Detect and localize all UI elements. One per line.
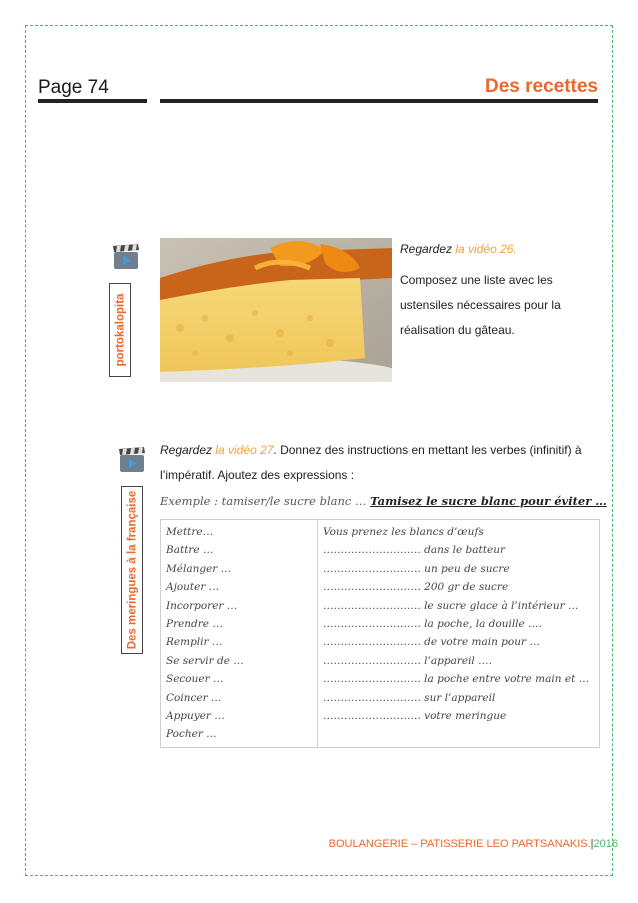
phrase-item: Vous prenez les blancs d’œufs: [323, 526, 484, 538]
verb-item: Remplir …: [166, 636, 223, 649]
side-label-meringues: Des meringues à la française: [121, 486, 143, 654]
task-line: ustensiles nécessaires pour la: [400, 298, 561, 312]
task-paragraph: [400, 268, 561, 343]
verb-item: Prendre …: [166, 617, 223, 630]
verb-item: Se servir de …: [166, 654, 244, 667]
regardez-label: Regardez: [400, 242, 456, 256]
regardez-label: Regardez: [160, 443, 216, 457]
example-prefix: Exemple : tamiser/le sucre blanc …: [160, 494, 371, 508]
verbs-column: [161, 520, 318, 748]
intro-line-1: [160, 438, 582, 463]
cake-photo: [160, 238, 392, 382]
example-answer: Tamisez le sucre blanc pour éviter …: [370, 494, 607, 508]
phrase-item: ………………………. le sucre glace à l’intérieur …: [323, 599, 579, 612]
header-rule-right: [160, 99, 598, 103]
verb-item: Battre …: [166, 544, 214, 557]
phrase-item: ………………………. un peu de sucre: [323, 562, 510, 575]
phrases-column: [318, 520, 600, 748]
verb-item: Mettre…: [166, 526, 214, 538]
task-line: Composez une liste avec les: [400, 273, 553, 287]
footer-year: 2016: [593, 838, 618, 850]
verb-item: Appuyer …: [166, 709, 225, 722]
phrase-item: ………………………. dans le batteur: [323, 544, 505, 557]
video26-instruction: [400, 237, 517, 262]
page-title: Des recettes: [484, 76, 598, 97]
exercise-table: [160, 519, 600, 748]
phrase-item: ………………………. l’appareil ….: [323, 654, 492, 667]
video-clapper-icon[interactable]: [112, 244, 140, 270]
phrase-item: ………………………. de votre main pour …: [323, 636, 540, 649]
page-number: Page 74: [38, 77, 109, 98]
phrase-item: ………………………. la poche entre votre main et …: [323, 673, 590, 686]
phrase-item: ………………………. 200 gr de sucre: [323, 581, 509, 594]
verb-item: Coincer …: [166, 691, 222, 704]
side-label-portokalopita: portokalopita: [109, 283, 131, 377]
footer-text: BOULANGERIE – PATISSERIE LEO PARTSANAKIS.: [328, 838, 591, 850]
intro-rest: . Donnez des instructions en mettant les verbes (infinitif) à: [273, 443, 582, 457]
footer-separator: |: [590, 838, 594, 850]
intro-line-2: l’impératif. Ajoutez des expressions :: [160, 468, 355, 482]
video27-instruction: [160, 438, 582, 488]
task-line: réalisation du gâteau.: [400, 323, 515, 337]
cake-image: [160, 238, 392, 382]
header-rule-left: [38, 99, 147, 103]
verb-item: Ajouter …: [166, 581, 220, 594]
video27-link[interactable]: la vidéo 27: [215, 443, 274, 457]
page-footer: [329, 838, 618, 850]
verb-item: Incorporer …: [166, 599, 238, 612]
verb-item: Mélanger …: [166, 562, 232, 575]
phrase-item: ………………………. la poche, la douille ….: [323, 617, 542, 630]
verb-item: Pocher …: [166, 728, 217, 741]
example-line: [160, 494, 607, 508]
video-clapper-icon[interactable]: [118, 447, 146, 473]
video26-link[interactable]: la vidéo 26.: [455, 242, 517, 256]
phrase-item: ………………………. votre meringue: [323, 709, 507, 722]
verb-item: Secouer …: [166, 673, 224, 686]
phrase-item: ………………………. sur l’appareil: [323, 691, 496, 704]
